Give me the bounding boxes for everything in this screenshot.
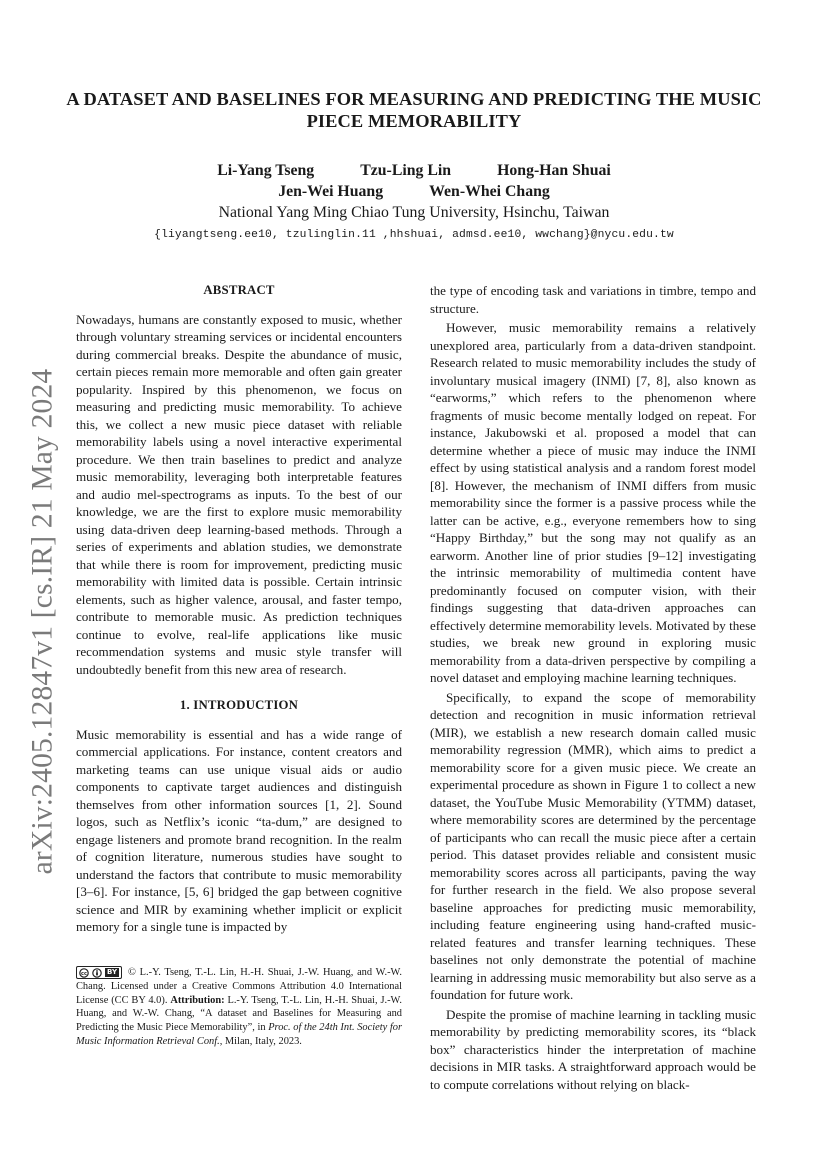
svg-text:cc: cc — [81, 970, 87, 977]
continued-paragraph: the type of encoding task and variations in timbre, tempo and structure. — [430, 283, 756, 316]
arxiv-identifier: arXiv:2405.12847v1 [cs.IR] 21 May 2024 — [26, 368, 59, 874]
author-name: Jen-Wei Huang — [278, 183, 384, 200]
paragraph: However, music memorability remains a relatively unexplored area, particularly from a data-driven standpoint. Research related to music memorability includes the study of involuntary musical imagery (INMI) [7, 8], also known as “earworms,” which refers to the phenomenon where fragments of music become mentally lodged on repeat. For instance, Jakubowski et al. proposed a model that can determine whether a piece of music may induce the INMI effect by using statistical analysis and a random forest model [8]. However, the mechanism of INMI differs from music memorability since the former is a passive process while the latter can be active, e.g., everyone remembers how to sing “Happy Birthday,” but the song may not qualify as an earworm. Another line of prior studies [9–12] investigating the intrinsic memorability of multimedia content have predominantly focused on computer vision, with their findings suggesting that data-driven approaches can effectively determine memorability levels. Motivated by these studies, we break new ground in exploring music memorability from a data-driven perspective by compiling a novel dataset and employing machine learning techniques. — [430, 320, 756, 685]
arxiv-side-stamp — [23, 365, 63, 877]
introduction-heading: 1. INTRODUCTION — [179, 698, 299, 712]
author-name: Hong-Han Shuai — [497, 162, 611, 179]
license-text: © L.-Y. Tseng, T.-L. Lin, H.-H. Shuai, J.-W. Huang, and W.-W. Chang. Licensed under a Creative Commons Attribution 4.0 International License (CC BY 4.0). — [76, 967, 402, 1006]
license-footnote — [76, 966, 402, 1049]
left-column — [76, 282, 402, 936]
attribution-label: Attribution: — [170, 994, 225, 1006]
venue-name: Proc. of the 24th Int. Society for Music Information Retrieval Conf., — [76, 1022, 402, 1047]
author-row-1 — [60, 160, 768, 181]
abstract-text: Nowadays, humans are constantly exposed to music, whether through voluntary streaming services or incidental encounters during commercial breaks. Despite the abundance of music, certain pieces remain more memorable and often gain greater popularity. Inspired by this phenomenon, we focus on measuring and predicting music memorability. To achieve this, we collect a new music piece dataset with reliable memorability labels using a novel interactive experimental procedure. We then train baselines to predict and analyze music memorability, leveraging both interpretable features and audio mel-spectrograms as inputs. To the best of our knowledge, we are the first to explore music memorability using data-driven deep learning-based methods. Through a series of experiments and ablation studies, we demonstrate that while there is room for improvement, predicting music memorability with limited data is possible. Certain intrinsic elements, such as higher valence, arousal, and faster tempo, contribute to memorable music. As prediction techniques continue to evolve, real-life applications like music recommendation systems and music style transfer will undoubtedly benefit from this new area of research. — [76, 311, 402, 677]
author-name: Li-Yang Tseng — [217, 162, 315, 179]
abstract-heading: ABSTRACT — [203, 283, 275, 297]
affiliation: National Yang Ming Chiao Tung University, Hsinchu, Taiwan — [218, 204, 610, 221]
author-emails: {liyangtseng.ee10, tzulinglin.11 ,hhshuai, admsd.ee10, wwchang}@nycu.edu.tw — [154, 229, 674, 241]
citation-text: L.-Y. Tseng, T.-L. Lin, H.-H. Shuai, J.-W. Huang, and W.-W. Chang, “A dataset and Baselines for Measuring and Predicting the Music Piece Memorability”, in — [76, 994, 402, 1034]
intro-paragraph: Music memorability is essential and has a wide range of commercial applications. For instance, content creators and marketing teams can use unique visual aids or audio components to captivate target audiences and distinguish themselves from other information sources [1, 2]. Sound logos, such as Netflix’s iconic “ta-dum,” are designed to engage listeners and promote brand recognition. In the realm of cognition literature, numerous studies have sought to understand the factors that contribute to music memorability [3–6]. For instance, [5, 6] bridged the gap between cognitive science and MIR by examining whether implicit or explicit memory for a single tune is impacted by — [76, 726, 402, 934]
author-name: Tzu-Ling Lin — [360, 162, 452, 179]
person-attribution-icon — [91, 968, 103, 978]
paragraph: Despite the promise of machine learning in tackling music memorability by predicting memorability scores, its “black box” characteristics hinder the interpretation of machine decisions in MIR tasks. A straightforward approach would be to compute correlations without relying on black- — [430, 1006, 756, 1092]
paragraph: Specifically, to expand the scope of memorability detection and recognition in music information retrieval (MIR), we establish a new research domain called music memorability regression (MMR), which aims to predict a memorability score for a given music piece. We create an experimental procedure as shown in Figure 1 to collect a new dataset, the YouTube Music Memorability (YTMM) dataset, where memorability scores are determined by the percentage of participants who can recall the music piece after a certain period. This dataset provides reliable and consistent music memorability scores across all participants, paving the way for further research in the field. We also propose several baseline approaches for predicting music memorability, including feature engineering using hand-crafted music-related features and transfer learning techniques. These baselines not only demonstrate the potential of machine learning in addressing music memorability but also serve as a foundation for future work. — [430, 689, 756, 1002]
author-row-2 — [60, 181, 768, 202]
author-block — [60, 160, 768, 243]
cc-logo-icon — [79, 968, 91, 978]
creative-commons-badge — [76, 966, 122, 979]
right-column — [430, 282, 756, 1093]
cc-by-tag: BY — [107, 968, 118, 977]
author-name: Wen-Whei Chang — [429, 183, 550, 200]
venue-location: Milan, Italy, 2023. — [222, 1035, 302, 1047]
paper-title: A DATASET AND BASELINES FOR MEASURING AND PREDICTING THE MUSIC PIECE MEMORABILITY — [66, 89, 762, 131]
